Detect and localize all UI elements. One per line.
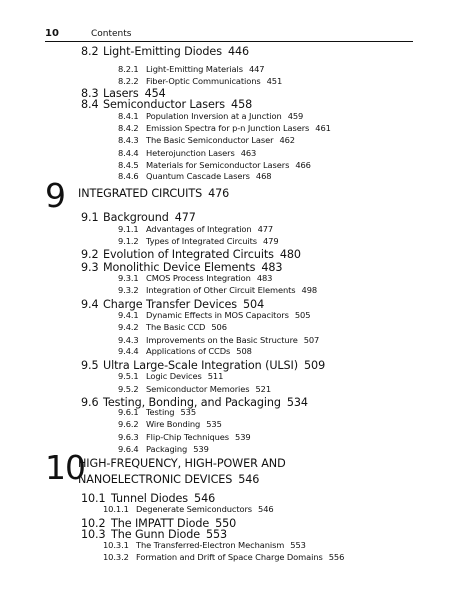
subsection-entry (118, 273, 272, 283)
subsection-entry (103, 540, 306, 550)
section-number: 8.3 (81, 87, 99, 100)
subsection-number: 8.4.5 (118, 160, 139, 170)
subsection-number: 9.5.1 (118, 371, 139, 381)
subsection-title: Advantages of Integration (146, 224, 252, 234)
subsection-number: 9.5.2 (118, 384, 139, 394)
subsection-title: Light-Emitting Materials (146, 64, 243, 74)
page-ref: 553 (290, 540, 306, 550)
page-ref: 477 (257, 224, 274, 234)
page-ref: 534 (286, 396, 308, 409)
page-ref: 446 (227, 45, 250, 58)
section-number: 9.5 (81, 359, 99, 372)
page-ref: 483 (256, 273, 273, 283)
subsection-number: 9.1.2 (118, 236, 139, 246)
section-entry (81, 211, 196, 224)
section-number: 9.2 (81, 248, 99, 261)
subsection-number: 8.4.1 (118, 111, 139, 121)
header-rule (45, 41, 413, 42)
subsection-entry (118, 346, 252, 356)
page-ref: 508 (236, 346, 252, 356)
section-entry (81, 98, 252, 111)
section-number: 8.2 (81, 45, 99, 58)
subsection-title: Degenerate Semiconductors (136, 504, 253, 514)
chapter-page: 546 (238, 473, 260, 486)
subsection-number: 10.1.1 (103, 504, 129, 514)
subsection-title: CMOS Process Integration (146, 273, 251, 283)
subsection-entry (118, 160, 311, 170)
subsection-entry (118, 322, 227, 332)
subsection-entry (118, 335, 319, 345)
page-ref: 454 (144, 87, 166, 100)
subsection-number: 9.1.1 (118, 224, 139, 234)
page-ref: 459 (287, 111, 304, 121)
page-ref: 447 (248, 64, 265, 74)
section-number: 10.2 (81, 517, 106, 530)
chapter-number: 10 (45, 448, 85, 487)
subsection-entry (118, 111, 303, 121)
subsection-entry (118, 64, 264, 74)
section-number: 9.1 (81, 211, 99, 224)
subsection-number: 8.4.3 (118, 135, 139, 145)
page-ref: 550 (215, 517, 237, 530)
chapter-page: 476 (208, 187, 230, 200)
chapter-title (78, 187, 229, 200)
subsection-title: The Basic CCD (146, 322, 206, 332)
page-ref: 535 (180, 407, 197, 417)
subsection-number: 10.3.2 (103, 552, 129, 562)
subsection-entry (118, 135, 295, 145)
subsection-title: Fiber-Optic Communications (146, 76, 261, 86)
subsection-number: 9.4.2 (118, 322, 139, 332)
page-ref: 458 (231, 98, 253, 111)
subsection-title: Wire Bonding (146, 419, 201, 429)
section-title: Light-Emitting Diodes (103, 45, 222, 58)
section-entry (81, 248, 301, 261)
subsection-entry (103, 504, 274, 514)
subsection-entry (118, 224, 273, 234)
subsection-title: The Transferred-Electron Mechanism (136, 540, 285, 550)
subsection-title: Quantum Cascade Lasers (146, 171, 250, 181)
section-number: 8.4 (81, 98, 99, 111)
subsection-number: 9.3.2 (118, 285, 139, 295)
page-ref: 511 (207, 371, 224, 381)
subsection-number: 8.4.4 (118, 148, 139, 158)
section-title: Semiconductor Lasers (103, 98, 226, 111)
page-ref: 477 (174, 211, 196, 224)
page-ref: 504 (243, 298, 265, 311)
subsection-number: 8.2.1 (118, 64, 139, 74)
subsection-entry (118, 310, 310, 320)
subsection-entry (118, 419, 222, 429)
page-ref: 521 (255, 384, 272, 394)
page-ref: 483 (261, 261, 283, 274)
subsection-number: 8.4.6 (118, 171, 139, 181)
subsection-title: Materials for Semiconductor Lasers (146, 160, 290, 170)
subsection-number: 9.4.3 (118, 335, 139, 345)
section-title: Testing, Bonding, and Packaging (103, 396, 281, 409)
subsection-title: Population Inversion at a Junction (146, 111, 282, 121)
subsection-number: 9.6.1 (118, 407, 139, 417)
page-ref: 451 (266, 76, 283, 86)
page-ref: 498 (301, 285, 318, 295)
page-ref: 466 (295, 160, 311, 170)
subsection-entry (118, 432, 251, 442)
chapter-title-text: INTEGRATED CIRCUITS (78, 187, 203, 200)
section-number: 9.4 (81, 298, 99, 311)
subsection-number: 10.3.1 (103, 540, 129, 550)
chapter-title-text: NANOELECTRONIC DEVICES (78, 473, 233, 486)
subsection-title: Packaging (146, 444, 188, 454)
subsection-title: Emission Spectra for p-n Junction Lasers (146, 123, 310, 133)
subsection-entry (118, 384, 271, 394)
page-ref: 539 (235, 432, 251, 442)
subsection-number: 9.6.3 (118, 432, 139, 442)
section-number: 10.1 (81, 492, 106, 505)
subsection-entry (103, 552, 344, 562)
page-ref: 546 (194, 492, 216, 505)
subsection-title: Formation and Drift of Space Charge Domains (136, 552, 323, 562)
subsection-title: Integration of Other Circuit Elements (146, 285, 296, 295)
subsection-entry (118, 236, 279, 246)
page-ref: 505 (294, 310, 311, 320)
section-title: Evolution of Integrated Circuits (103, 248, 274, 261)
section-number: 9.6 (81, 396, 99, 409)
section-title: Background (103, 211, 169, 224)
subsection-title: Semiconductor Memories (146, 384, 250, 394)
page-ref: 539 (193, 444, 209, 454)
subsection-entry (118, 407, 196, 417)
page-ref: 463 (240, 148, 257, 158)
subsection-number: 9.6.2 (118, 419, 139, 429)
subsection-title: Improvements on the Basic Structure (146, 335, 298, 345)
chapter-title (78, 473, 259, 486)
subsection-number: 9.6.4 (118, 444, 139, 454)
page-ref: 462 (279, 135, 295, 145)
page-ref: 461 (315, 123, 331, 133)
subsection-title: Logic Devices (146, 371, 202, 381)
subsection-title: Dynamic Effects in MOS Capacitors (146, 310, 289, 320)
section-title: The Gunn Diode (111, 528, 201, 541)
subsection-number: 8.2.2 (118, 76, 139, 86)
subsection-entry (118, 285, 317, 295)
page-ref: 480 (279, 248, 301, 261)
subsection-entry (118, 148, 256, 158)
subsection-entry (118, 76, 282, 86)
section-title: Monolithic Device Elements (103, 261, 256, 274)
page-ref: 546 (258, 504, 274, 514)
subsection-number: 9.3.1 (118, 273, 139, 283)
section-entry (81, 45, 249, 58)
subsection-title: Heterojunction Lasers (146, 148, 235, 158)
subsection-entry (118, 444, 209, 454)
chapter-title-line1: HIGH-FREQUENCY, HIGH-POWER AND (78, 457, 286, 470)
section-title: Lasers (103, 87, 139, 100)
subsection-entry (118, 123, 331, 133)
section-title: Tunnel Diodes (111, 492, 189, 505)
section-title: The IMPATT Diode (111, 517, 210, 530)
page-ref: 553 (206, 528, 228, 541)
page-ref: 506 (211, 322, 227, 332)
subsection-title: Applications of CCDs (146, 346, 231, 356)
page-ref: 556 (328, 552, 345, 562)
section-number: 10.3 (81, 528, 106, 541)
page-ref: 468 (255, 171, 272, 181)
page-number: 10 (45, 28, 59, 39)
page-ref: 479 (262, 236, 279, 246)
subsection-number: 9.4.4 (118, 346, 139, 356)
section-title: Ultra Large-Scale Integration (ULSI) (103, 359, 299, 372)
running-head: Contents (91, 29, 132, 39)
section-title: Charge Transfer Devices (103, 298, 238, 311)
subsection-title: Types of Integrated Circuits (146, 236, 257, 246)
page-ref: 535 (206, 419, 222, 429)
subsection-number: 8.4.2 (118, 123, 139, 133)
subsection-title: Testing (146, 407, 175, 417)
chapter-number: 9 (45, 176, 65, 215)
page-ref: 507 (303, 335, 320, 345)
subsection-title: The Basic Semiconductor Laser (146, 135, 274, 145)
page-ref: 509 (304, 359, 326, 372)
subsection-title: Flip-Chip Techniques (146, 432, 230, 442)
subsection-entry (118, 171, 271, 181)
subsection-entry (118, 371, 223, 381)
section-number: 9.3 (81, 261, 99, 274)
subsection-number: 9.4.1 (118, 310, 139, 320)
